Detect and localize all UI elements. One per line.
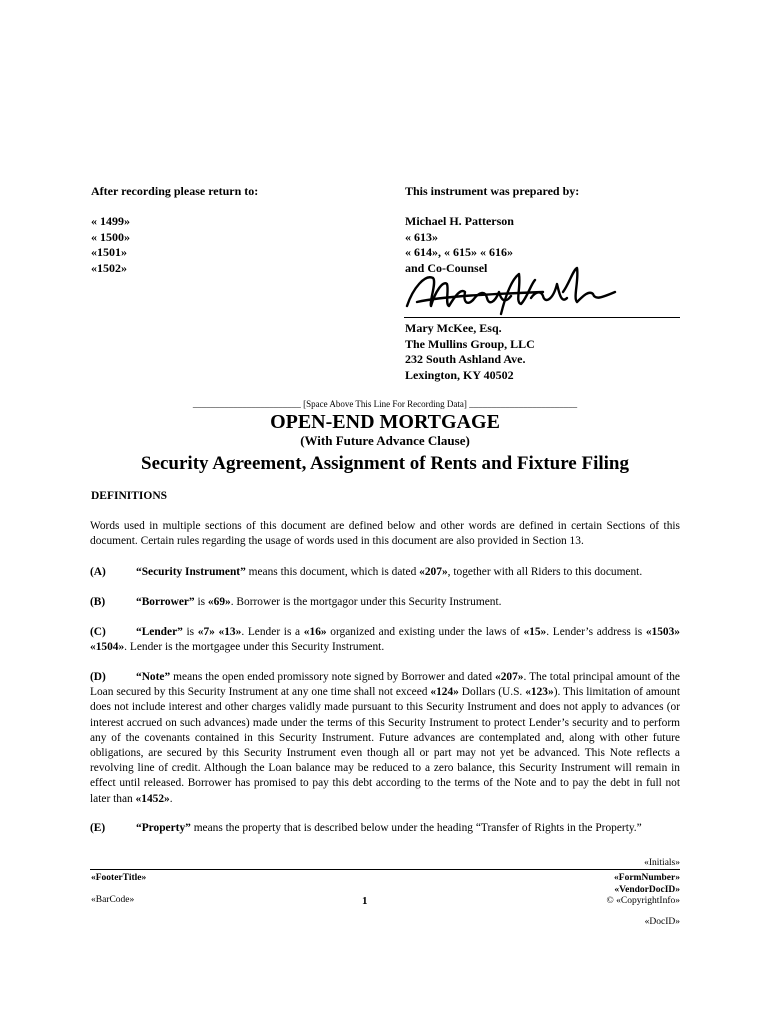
prepared-line: « 614», « 615» « 616»: [405, 245, 513, 259]
section-text: . Lender is a: [241, 626, 304, 638]
merge-field: «16»: [303, 626, 327, 638]
document-title-secondary: Security Agreement, Assignment of Rents and Fixture Filing: [141, 453, 629, 474]
signature-line: [404, 317, 680, 318]
footer-title: «FooterTitle»: [91, 873, 147, 883]
merge-field: «15»: [523, 626, 547, 638]
document-title: OPEN-END MORTGAGE: [270, 411, 500, 433]
footer-initials: «Initials»: [644, 858, 680, 868]
section-text: . The total principal amount of the Loan secured by this Security Instrument at any one time shall not exceed: [90, 671, 680, 699]
section-label: (B): [90, 596, 106, 608]
merge-field: «1452»: [135, 792, 170, 805]
section-text: ). This limitation of amount does not include interest and other charges validly made pursuant to this Security Instrument and does not apply to advances (or interest accrued on such advances) made under the terms of this Security Instrument to protect Lender’s security and to perform any of the covenants contained in this Security Instrument. Future advances are contemplated and, along with other future obligations, are secured by this Security Instrument even though all or part may not yet be advanced. This Note reflects a revolving line of credit. Although the Loan balance may be reduced to a zero balance, this Security Instrument will remain in effect until released. Borrower has promised to pay this debt according to the terms of the Note and to pay the debt in full not later than: [90, 686, 681, 805]
prepared-line: Michael H. Patterson: [405, 214, 514, 228]
signer-line: Mary McKee, Esq.: [405, 321, 502, 335]
signer-block: [405, 321, 535, 383]
return-line: «1501»: [91, 245, 127, 259]
definitions-heading: DEFINITIONS: [91, 490, 168, 502]
footer-doc-id: «DocID»: [644, 917, 680, 927]
section-label: (A): [90, 566, 106, 578]
document-subtitle: (With Future Advance Clause): [300, 433, 470, 448]
section-text: . Lender’s address is: [546, 626, 646, 638]
section-text: means this document, which is dated: [245, 566, 420, 578]
return-to-address: [91, 214, 130, 276]
defined-term: “Property”: [136, 822, 191, 834]
section-label: (D): [90, 671, 106, 683]
return-to-label: After recording please return to:: [91, 184, 259, 198]
section-label: (E): [90, 822, 106, 834]
section-c: [90, 625, 680, 655]
merge-field: «69»: [207, 596, 231, 608]
section-b: [90, 595, 680, 610]
merge-field: «123»: [525, 686, 554, 699]
prepared-line: « 613»: [405, 229, 438, 244]
section-e: [90, 821, 680, 836]
defined-term: “Lender”: [136, 626, 183, 638]
section-text: is: [194, 596, 208, 608]
defined-term: “Security Instrument”: [136, 566, 246, 578]
section-text: . Borrower is the mortgagor under this Security Instrument.: [230, 596, 502, 608]
return-line: « 1499»: [91, 214, 130, 228]
section-text: .: [169, 792, 173, 805]
merge-field: «207»: [419, 566, 448, 578]
section-text: organized and existing under the laws of: [326, 626, 524, 638]
footer-barcode: «BarCode»: [91, 895, 135, 905]
signer-line: Lexington, KY 40502: [405, 367, 514, 382]
prepared-by-label: This instrument was prepared by:: [405, 184, 580, 198]
section-text: means the open ended promissory note signed by Borrower and dated: [170, 671, 495, 683]
section-text: means the property that is described below under the heading “Transfer of Rights in the Property.”: [190, 822, 642, 834]
footer-copyright: © «CopyrightInfo»: [606, 896, 680, 906]
page-number: 1: [362, 895, 368, 907]
section-d: [90, 670, 680, 807]
signer-line: The Mullins Group, LLC: [405, 336, 535, 351]
merge-field: «124»: [430, 686, 459, 699]
definitions-intro: Words used in multiple sections of this document are defined below and other words are defined in certain Sections of this document. Certain rules regarding the usage of words used in this document are also provided in Section 13.: [90, 520, 680, 548]
footer-rule: [90, 869, 680, 870]
section-text: , together with all Riders to this document.: [447, 566, 643, 578]
return-line: « 1500»: [91, 229, 130, 244]
section-text: Dollars (U.S.: [458, 686, 526, 699]
return-line: «1502»: [91, 260, 127, 275]
defined-term: “Borrower”: [136, 596, 195, 608]
footer-form-number: «FormNumber»: [614, 873, 680, 883]
handwritten-signature: [403, 262, 618, 320]
merge-field: «7» «13»: [197, 626, 242, 638]
section-text: . Lender is the mortgagee under this Security Instrument.: [124, 641, 385, 654]
defined-term: “Note”: [136, 671, 171, 683]
merge-field: «1503» «1504»: [90, 626, 680, 654]
merge-field: «207»: [495, 671, 524, 683]
section-label: (C): [90, 626, 106, 638]
signer-line: 232 South Ashland Ave.: [405, 352, 526, 366]
section-text: is: [182, 626, 198, 638]
footer-vendor-doc-id: «VendorDocID»: [614, 885, 680, 895]
recording-data-separator: ________________________ [Space Above This Line For Recording Data] ________________________: [192, 399, 578, 409]
prepared-line: and Co-Counsel: [405, 260, 488, 275]
section-a: [90, 565, 680, 580]
